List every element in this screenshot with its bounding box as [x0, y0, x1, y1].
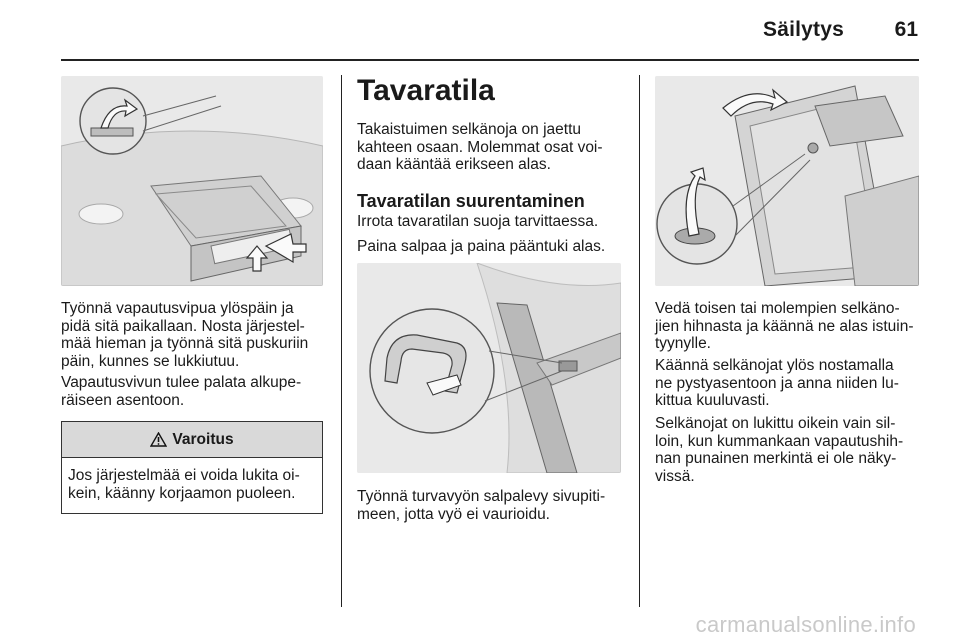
text-line: kein, käänny korjaamon puoleen.: [68, 484, 296, 502]
section-title: Säilytys: [763, 18, 844, 41]
text-line: Irrota tavaratilan suoja tarvittaessa.: [357, 213, 599, 230]
middle-intro: [357, 121, 627, 174]
subsection-title: Tavaratilan suurentaminen: [357, 191, 585, 211]
text-line: ne pystyasentoon ja anna niiden lu-: [655, 374, 899, 392]
bumper-carrier-illustration: [61, 76, 323, 286]
text-line: meen, jotta vyö ei vaurioidu.: [357, 505, 550, 523]
text-line: Selkänojat on lukittu oikein vain sil-: [655, 415, 896, 432]
text-line: tyynylle.: [655, 335, 711, 353]
text-line: Jos järjestelmää ei voida lukita oi-: [68, 467, 300, 484]
right-paragraph-1: [655, 300, 931, 353]
right-paragraph-3: [655, 415, 931, 485]
text-line: Käännä selkänojat ylös nostamalla: [655, 357, 894, 374]
page-header: [0, 0, 960, 60]
text-line: Paina salpaa ja paina pääntuki alas.: [357, 238, 606, 255]
seatback-strap-illustration: [655, 76, 919, 286]
text-line: Vedä toisen tai molempien selkäno-: [655, 300, 900, 317]
text-line: loin, kun kummankaan vapautushih-: [655, 432, 904, 450]
warning-triangle-icon: [150, 432, 167, 447]
warning-box: [61, 421, 323, 514]
seatback-strap-drawing: [655, 76, 919, 286]
text-line: Vapautusvivun tulee palata alkupe-: [61, 374, 302, 391]
middle-step-1: [357, 213, 632, 231]
warning-text: [62, 458, 322, 502]
text-line: daan kääntää erikseen alas.: [357, 156, 551, 174]
seat-belt-caption: [357, 488, 632, 523]
text-line: Työnnä vapautusvipua ylöspäin ja: [61, 300, 294, 317]
text-line: kahteen osaan. Molemmat osat voi-: [357, 138, 603, 156]
left-paragraph-1: [61, 300, 331, 370]
middle-step-2: [357, 238, 632, 256]
text-line: Takaistuimen selkänoja on jaettu: [357, 121, 582, 138]
site-watermark: carmanualsonline.info: [695, 612, 916, 637]
text-line: kittua kuuluvasti.: [655, 392, 770, 410]
text-line: räiseen asentoon.: [61, 391, 185, 409]
column-divider-left: [341, 75, 342, 607]
text-line: Työnnä turvavyön salpalevy sivupiti-: [357, 488, 606, 505]
right-paragraph-2: [655, 357, 931, 410]
warning-title: Varoitus: [172, 430, 234, 448]
chapter-title: Tavaratila: [357, 74, 495, 107]
page-number: 61: [894, 18, 918, 41]
text-line: päin, kunnes se lukkiutuu.: [61, 352, 240, 370]
column-divider-right: [639, 75, 640, 607]
text-line: vissä.: [655, 467, 695, 485]
bumper-carrier-drawing: [61, 76, 323, 286]
text-line: mää hieman ja työnnä sitä puskuriin: [61, 335, 309, 353]
seat-belt-drawing: [357, 263, 621, 473]
header-rule: [61, 59, 919, 61]
left-paragraph-2: [61, 374, 331, 409]
text-line: nan punainen merkintä ei ole näky-: [655, 450, 897, 468]
text-line: jien hihnasta ja käännä ne alas istuin-: [655, 317, 914, 335]
seat-belt-illustration: [357, 263, 621, 473]
text-line: pidä sitä paikallaan. Nosta järjestel-: [61, 317, 305, 335]
warning-header: [62, 422, 322, 458]
